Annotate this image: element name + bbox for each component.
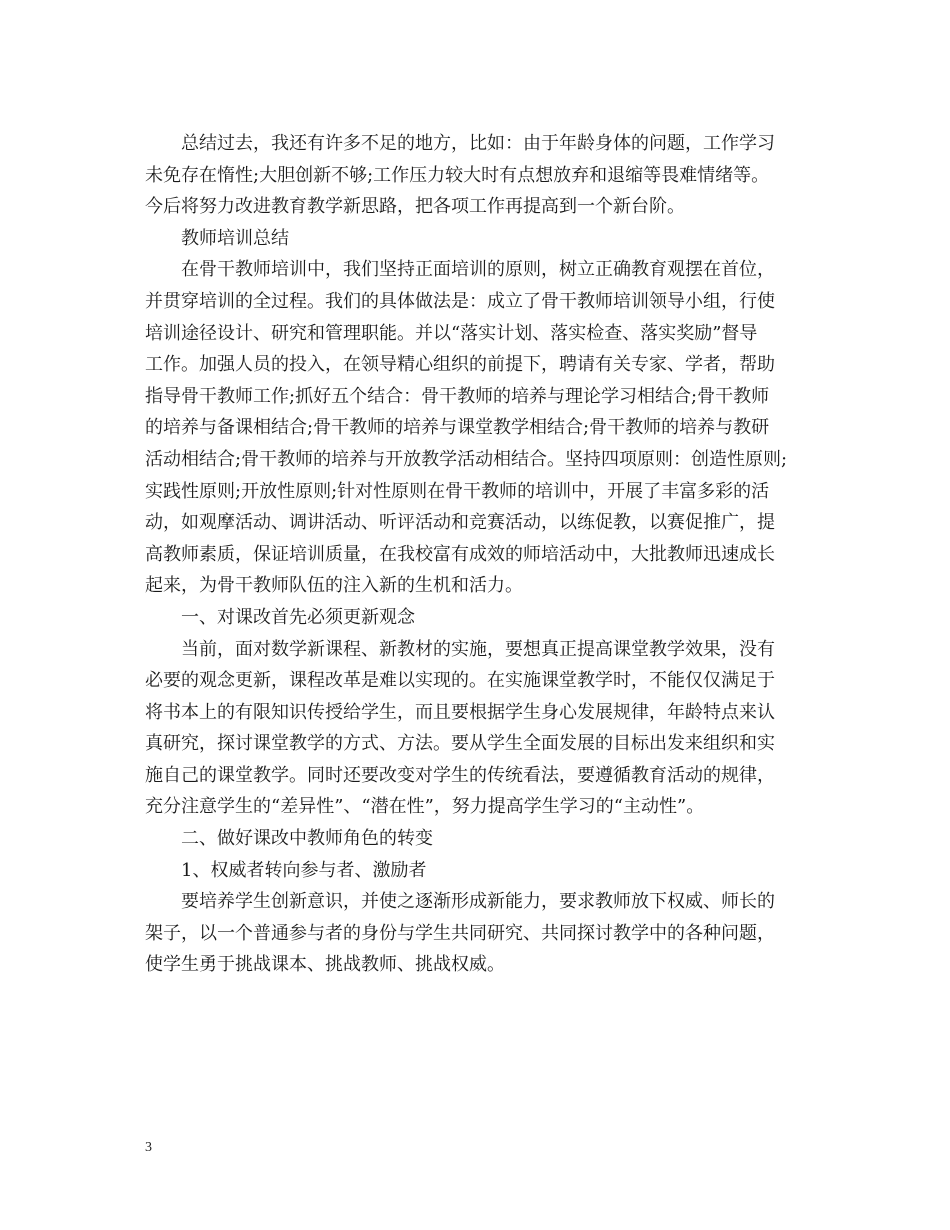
text-line: 当前，面对数学新课程、新教材的实施，要想真正提高课堂教学效果，没有	[181, 638, 775, 660]
text-line: 1、权威者转向参与者、激励者	[181, 859, 427, 881]
text-line: 施自己的课堂教学。同时还要改变对学生的传统看法，要遵循教育活动的规律，	[145, 764, 775, 786]
document-body	[145, 128, 815, 981]
text-line: 充分注意学生的“差异性”、“潜在性”，努力提高学生学习的“主动性”。	[145, 796, 705, 818]
text-line: 今后将努力改进教育教学新思路，把各项工作再提高到一个新台阶。	[145, 196, 685, 218]
text-line: 未免存在惰性;大胆创新不够;工作压力较大时有点想放弃和退缩等畏难情绪等。	[145, 164, 770, 186]
text-line: 使学生勇于挑战课本、挑战教师、挑战权威。	[145, 954, 505, 976]
text-line: 真研究，探讨课堂教学的方式、方法。要从学生全面发展的目标出发来组织和实	[145, 733, 775, 755]
text-line: 并贯穿培训的全过程。我们的具体做法是：成立了骨干教师培训领导小组，行使	[145, 290, 775, 312]
text-line: 二、做好课改中教师角色的转变	[181, 828, 433, 850]
page-number: 3	[145, 1140, 152, 1155]
text-line: 动，如观摩活动、调讲活动、听评活动和竞赛活动，以练促教，以赛促推广，提	[145, 512, 775, 534]
paragraph	[145, 855, 815, 887]
text-line: 在骨干教师培训中，我们坚持正面培训的原则，树立正确教育观摆在首位，	[181, 259, 775, 281]
text-line: 一、对课改首先必须更新观念	[181, 606, 415, 628]
text-line: 要培养学生创新意识，并使之逐渐形成新能力，要求教师放下权威、师长的	[181, 891, 775, 913]
paragraph	[145, 128, 815, 223]
paragraph	[145, 634, 815, 824]
text-line: 指导骨干教师工作;抓好五个结合：骨干教师的培养与理论学习相结合;骨干教师	[145, 385, 770, 407]
text-line: 工作。加强人员的投入，在领导精心组织的前提下，聘请有关专家、学者，帮助	[145, 354, 775, 376]
paragraph	[145, 823, 815, 855]
text-line: 架子，以一个普通参与者的身份与学生共同研究、共同探讨教学中的各种问题，	[145, 922, 775, 944]
text-line: 活动相结合;骨干教师的培养与开放教学活动相结合。坚持四项原则：创造性原则;	[145, 448, 788, 470]
text-line: 培训途径设计、研究和管理职能。并以“落实计划、落实检查、落实奖励”督导	[145, 322, 758, 344]
text-line: 将书本上的有限知识传授给学生，而且要根据学生身心发展规律，年龄特点来认	[145, 701, 775, 723]
paragraph	[145, 886, 815, 981]
paragraph	[145, 602, 815, 634]
text-line: 起来，为骨干教师队伍的注入新的生机和活力。	[145, 575, 523, 597]
text-line: 教师培训总结	[181, 227, 289, 249]
paragraph	[145, 223, 815, 255]
text-line: 必要的观念更新，课程改革是难以实现的。在实施课堂教学时，不能仅仅满足于	[145, 670, 775, 692]
text-line: 高教师素质，保证培训质量，在我校富有成效的师培活动中，大批教师迅速成长	[145, 543, 775, 565]
text-line: 总结过去，我还有许多不足的地方，比如：由于年龄身体的问题，工作学习	[181, 133, 775, 154]
text-line: 的培养与备课相结合;骨干教师的培养与课堂教学相结合;骨干教师的培养与教研	[145, 417, 770, 439]
text-line: 实践性原则;开放性原则;针对性原则在骨干教师的培训中，开展了丰富多彩的活	[145, 480, 770, 502]
paragraph	[145, 254, 815, 602]
